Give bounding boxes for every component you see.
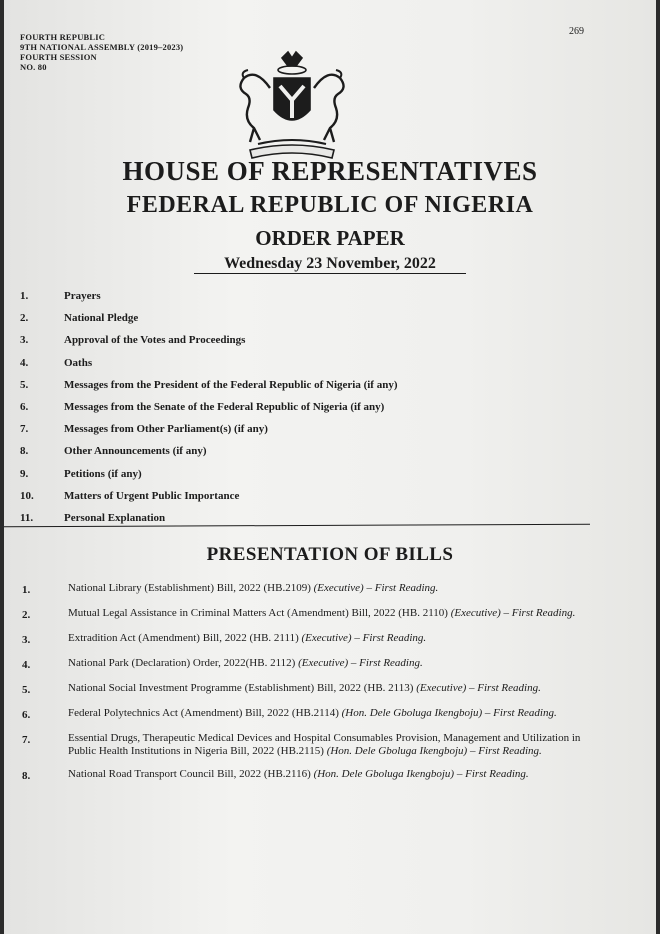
bill-title: Essential Drugs, Therapeutic Medical Devices and Hospital Consumables Provision, Management and Utilization in Public Health Institutions in Nigeria Bill, 2022 (HB.2115) — [68, 732, 581, 757]
list-item — [16, 312, 616, 334]
item-text: Messages from the President of the Federal Republic of Nigeria (if any) — [64, 378, 398, 391]
title-rule — [194, 273, 466, 274]
bill-stage: – First Reading. — [354, 632, 427, 644]
bill-sponsor: (Executive) — [313, 582, 364, 594]
item-text: Petitions (if any) — [64, 467, 142, 480]
session-line: FOURTH SESSION — [20, 52, 97, 62]
bills-list — [22, 582, 602, 793]
bill-number: 7. — [22, 734, 31, 746]
bill-sponsor: (Hon. Dele Gboluga Ikengboju) — [341, 707, 483, 719]
list-item — [16, 379, 616, 401]
list-item — [16, 490, 616, 512]
bill-sponsor: (Hon. Dele Gboluga Ikengboju) — [313, 768, 455, 780]
item-number: 1. — [20, 290, 29, 302]
paper-number: NO. 80 — [20, 62, 47, 72]
page-number: 269 — [569, 26, 584, 37]
bill-number: 3. — [22, 634, 31, 646]
republic-title: FEDERAL REPUBLIC OF NIGERIA — [126, 192, 534, 218]
item-text: Oaths — [64, 356, 93, 369]
bill-item — [22, 768, 602, 783]
bill-sponsor: (Executive) — [301, 632, 352, 644]
item-text: Prayers — [64, 290, 101, 302]
bill-item — [22, 582, 602, 597]
item-number: 11. — [20, 511, 34, 524]
bill-item — [22, 607, 602, 622]
item-number: 10. — [20, 489, 34, 502]
list-item — [16, 512, 616, 534]
bill-number: 6. — [22, 709, 31, 721]
item-text: Approval of the Votes and Proceedings — [64, 334, 246, 347]
sitting-date: Wednesday 23 November, 2022 — [224, 255, 436, 272]
agenda-list — [16, 290, 616, 534]
item-number: 5. — [20, 378, 29, 391]
item-number: 3. — [20, 334, 29, 347]
bill-title: National Library (Establishment) Bill, 2022 (HB.2109) — [68, 582, 311, 594]
bill-stage: – First Reading. — [469, 682, 541, 694]
bill-sponsor: (Executive) — [298, 657, 349, 669]
bill-item — [22, 732, 602, 758]
house-title: HOUSE OF REPRESENTATIVES — [122, 156, 538, 186]
bill-stage: – First Reading. — [484, 707, 557, 719]
list-item — [16, 290, 616, 312]
section-title: PRESENTATION OF BILLS — [206, 544, 454, 565]
list-item — [16, 445, 616, 467]
coat-of-arms-icon — [230, 48, 354, 166]
list-item — [16, 468, 616, 490]
bill-stage: – First Reading. — [350, 657, 423, 669]
item-text: Other Announcements (if any) — [64, 445, 207, 458]
republic-line: FOURTH REPUBLIC — [20, 32, 106, 42]
item-number: 6. — [20, 400, 29, 413]
item-text: Matters of Urgent Public Importance — [64, 489, 240, 502]
item-number: 9. — [20, 467, 29, 480]
bill-number: 2. — [22, 609, 31, 621]
bill-title: National Social Investment Programme (Establishment) Bill, 2022 (HB. 2113) — [68, 682, 414, 694]
bill-sponsor: (Hon. Dele Gboluga Ikengboju) — [326, 745, 468, 757]
bill-item — [22, 682, 602, 697]
bill-title: National Road Transport Council Bill, 2022 (HB.2116) — [68, 768, 311, 780]
list-item — [16, 401, 616, 423]
bill-title: Federal Polytechnics Act (Amendment) Bill, 2022 (HB.2114) — [68, 707, 339, 719]
item-text: Messages from Other Parliament(s) (if any) — [64, 423, 268, 436]
bill-stage: – First Reading. — [456, 768, 529, 780]
bill-number: 1. — [22, 584, 31, 596]
bill-title: Extradition Act (Amendment) Bill, 2022 (HB. 2111) — [68, 632, 299, 644]
item-number: 7. — [20, 423, 29, 436]
session-header — [20, 32, 183, 72]
item-number: 2. — [20, 312, 29, 325]
bill-item — [22, 657, 602, 672]
bill-number: 8. — [22, 770, 31, 782]
assembly-line: 9TH NATIONAL ASSEMBLY (2019–2023) — [20, 42, 184, 52]
bill-stage: – First Reading. — [366, 582, 439, 594]
bill-number: 4. — [22, 659, 31, 671]
list-item — [16, 357, 616, 379]
bill-title: Mutual Legal Assistance in Criminal Matters Act (Amendment) Bill, 2022 (HB. 2110) — [68, 607, 448, 619]
order-paper-title: ORDER PAPER — [255, 226, 405, 250]
bill-item — [22, 707, 602, 722]
bill-stage: – First Reading. — [469, 745, 542, 757]
bill-sponsor: (Executive) — [450, 607, 501, 619]
item-text: Personal Explanation — [64, 511, 166, 524]
list-item — [16, 334, 616, 356]
order-paper-page — [4, 0, 656, 934]
bill-item — [22, 632, 602, 647]
item-number: 4. — [20, 356, 29, 369]
list-item — [16, 423, 616, 445]
item-text: Messages from the Senate of the Federal Republic of Nigeria (if any) — [64, 400, 385, 413]
item-text: National Pledge — [64, 312, 139, 325]
item-number: 8. — [20, 445, 29, 458]
bill-title: National Park (Declaration) Order, 2022(HB. 2112) — [68, 657, 296, 669]
bill-stage: – First Reading. — [503, 607, 576, 619]
bill-number: 5. — [22, 684, 31, 696]
bill-sponsor: (Executive) — [416, 682, 467, 694]
